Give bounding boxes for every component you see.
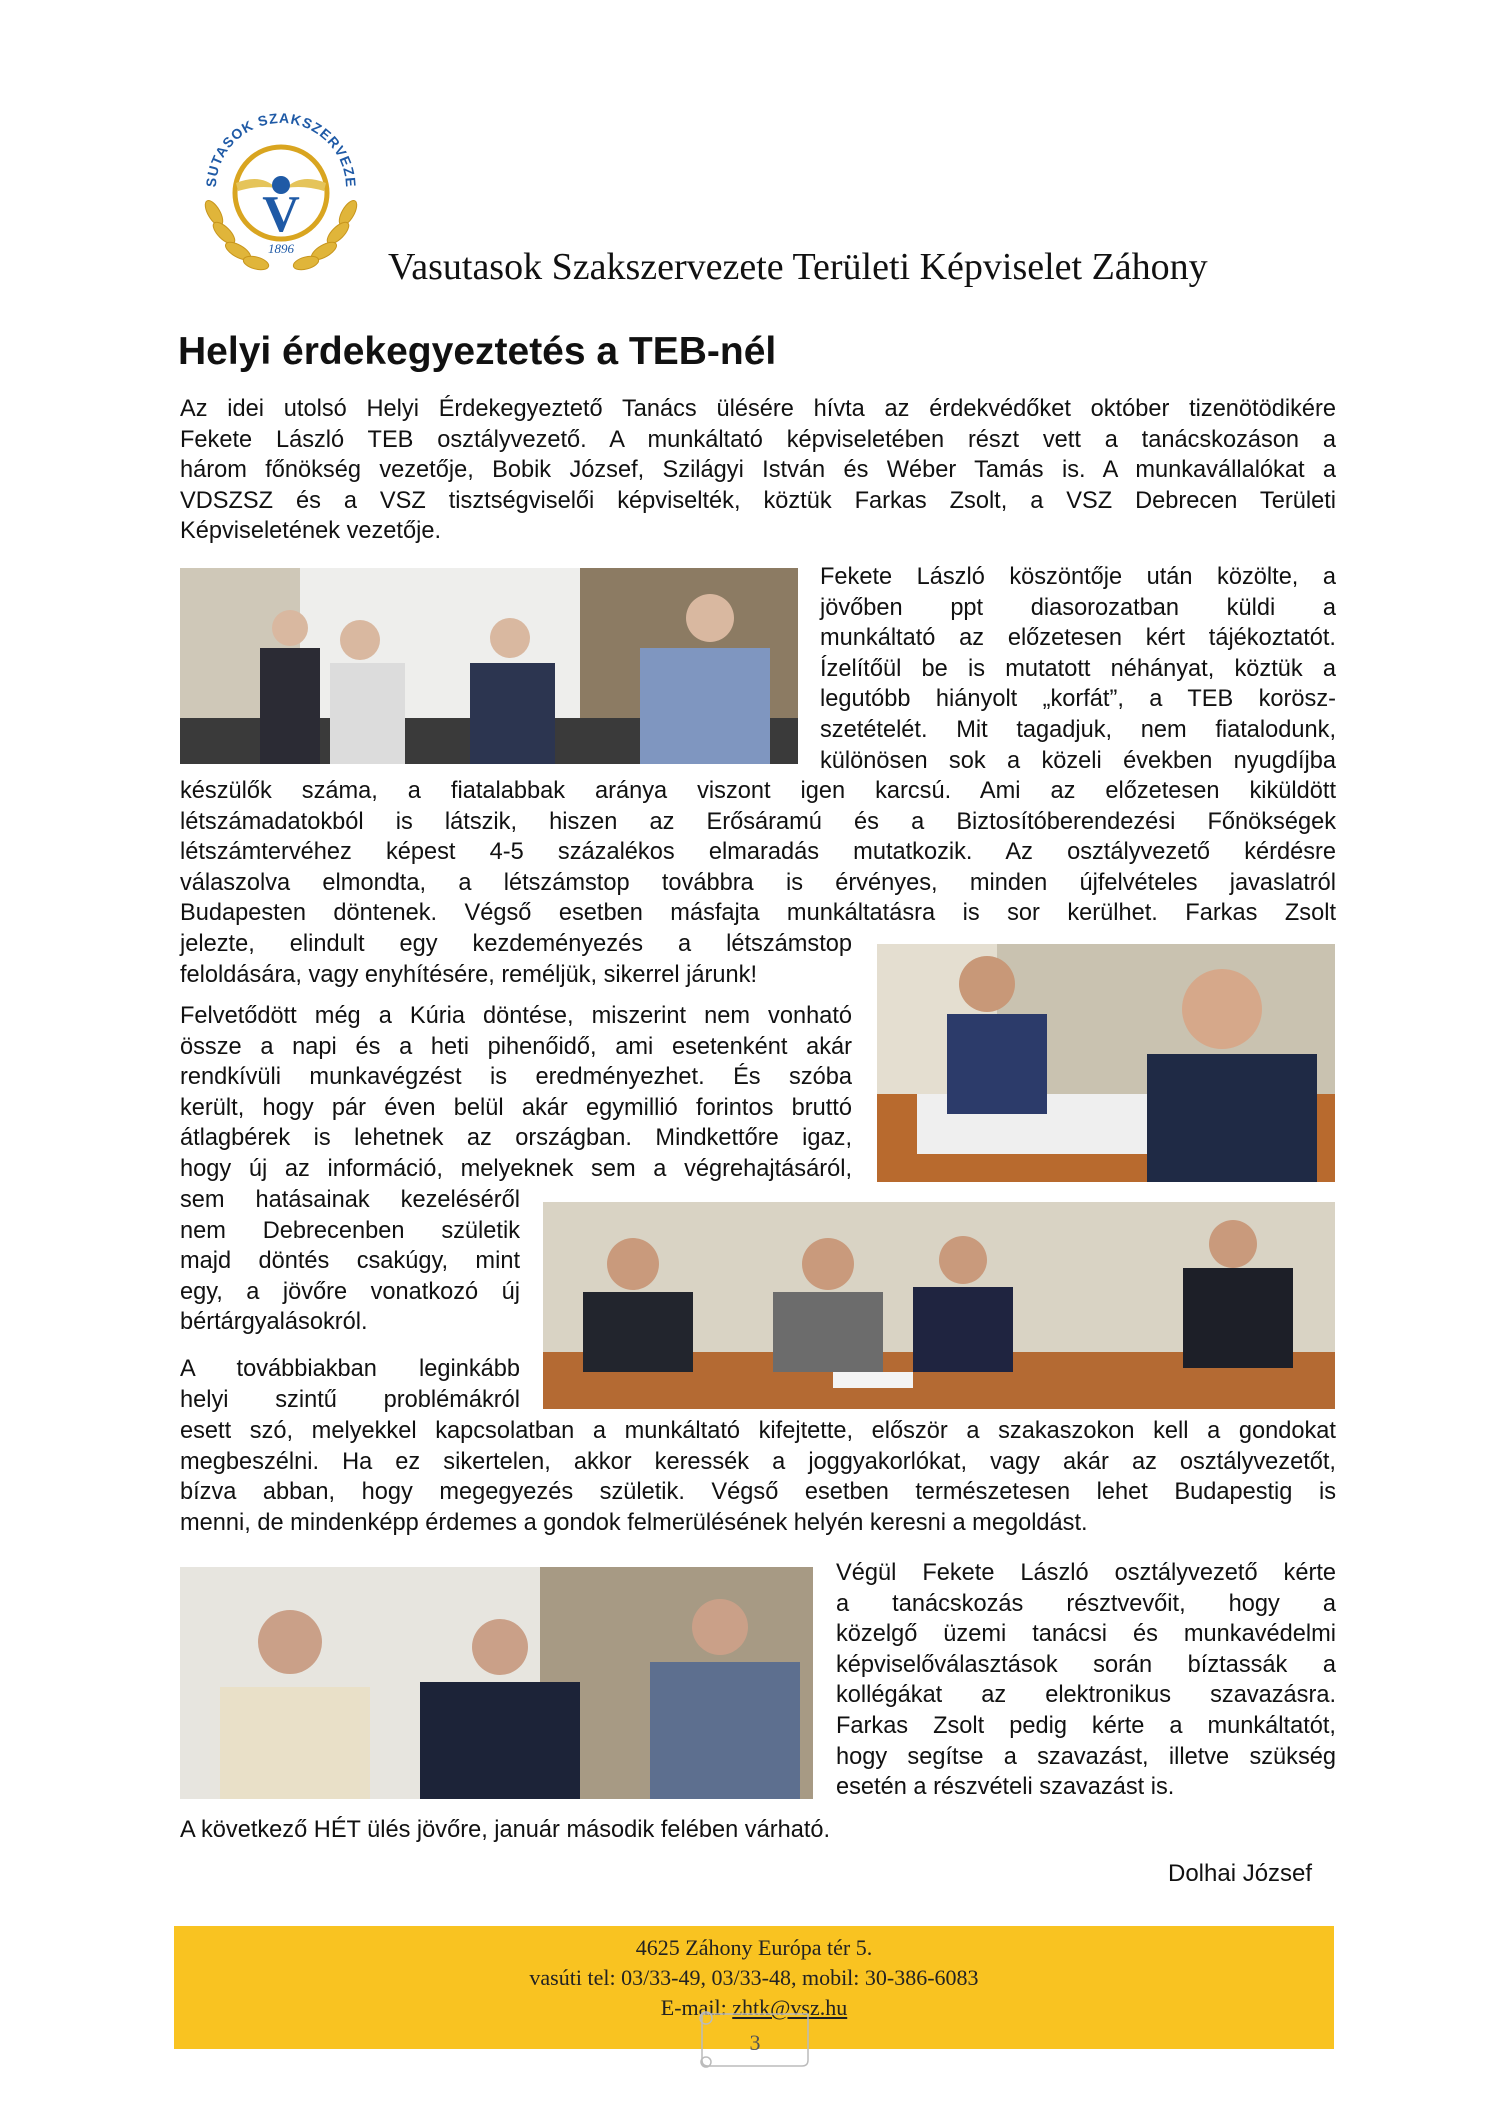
text-line: kollégákat az elektronikus szavazásra. — [836, 1682, 1336, 1709]
author-name: Dolhai József — [1168, 1860, 1313, 1887]
paragraph-intro — [180, 394, 1336, 547]
paragraph-kuria-narrow — [180, 1185, 520, 1338]
text-line: esetén a részvételi szavazást is. — [836, 1774, 1175, 1801]
paragraph-kuria — [180, 1001, 852, 1185]
paragraph-continued-2 — [180, 929, 852, 990]
paragraph-local-narrow — [180, 1354, 520, 1415]
text-line: készülők száma, a fiatalabbak aránya viszont igen karcsú. Ami az előzetesen kiküldött — [180, 778, 1336, 804]
text-line: jelezte, elindult egy kezdeményezés a létszámstop — [180, 931, 852, 957]
paragraph-local — [180, 1416, 1336, 1538]
text-line: került, hogy pár éven belül akár egymillió forintos bruttó — [180, 1094, 852, 1121]
text-line: össze a napi és a heti pihenőidő, ami esetenként akár — [180, 1033, 852, 1060]
text-line: a tanácskozás résztvevőit, hogy a — [836, 1590, 1336, 1617]
text-line: egy, a jövőre vonatkozó új — [180, 1278, 520, 1305]
text-line: rendkívüli munkavégzést is eredményezhet. És szóba — [180, 1064, 852, 1091]
paragraph-continued-1 — [180, 776, 1336, 929]
text-line: hogy új az információ, melyeknek sem a végrehajtásáról, — [180, 1155, 852, 1182]
text-line: sem hatásainak kezeléséről — [180, 1187, 520, 1213]
text-line: bízva abban, hogy megegyezés születik. Végső esetben természetesen lehet Budapestig is — [180, 1479, 1336, 1506]
union-logo — [186, 93, 376, 283]
text-line: Fekete László TEB osztályvezető. A munkáltató képviseletében részt vett a tanácskozáson a — [180, 426, 1336, 453]
text-line: megbeszélni. Ha ez sikertelen, akkor keressék a joggyakorlókat, vagy akár az osztályvezetőt, — [180, 1448, 1336, 1475]
text-line: helyi szintű problémákról — [180, 1386, 520, 1413]
text-line: esett szó, melyekkel kapcsolatban a munkáltató kifejtette, először a szakaszokon kell a gondokat — [180, 1418, 1336, 1444]
footer-address: 4625 Záhony Európa tér 5. — [635, 1935, 873, 1960]
text-line: átlagbérek is lehetnek az országban. Mindkettőre igaz, — [180, 1125, 852, 1152]
org-title: Vasutasok Szakszervezete Területi Képviselet Záhony — [388, 246, 1208, 288]
paragraph-next-meeting — [180, 1815, 1336, 1846]
text-line: Farkas Zsolt pedig kérte a munkáltatót, — [836, 1712, 1336, 1739]
text-line: Végül Fekete László osztályvezető kérte — [836, 1560, 1336, 1586]
meeting-photo-4 — [180, 1567, 813, 1799]
logo-ring-text: SUTASOK SZAKSZERVEZE — [202, 109, 360, 189]
page-number: 3 — [749, 2030, 761, 2055]
paragraph-closing-side — [836, 1558, 1336, 1803]
text-line: Budapesten döntenek. Végső esetben másfajta munkáltatásra is sor kerülhet. Farkas Zsolt — [180, 900, 1336, 927]
meeting-photo-2 — [877, 944, 1335, 1182]
text-line: nem Debrecenben születik — [180, 1217, 520, 1244]
text-line: három főnökség vezetője, Bobik József, Szilágyi István és Wéber Tamás is. A munkavállalókat a — [180, 457, 1336, 484]
text-line: Ízelítőül be is mutatott néhányat, köztük a — [820, 655, 1336, 682]
text-line: válaszolva elmondta, a létszámstop továbbra is érvényes, minden újfelvételes javaslatról — [180, 869, 1336, 896]
text-line: menni, de mindenképp érdemes a gondok felmerülésének helyén keresni a megoldást. — [180, 1509, 1088, 1536]
text-line: különösen sok a közeli években nyugdíjba — [820, 747, 1336, 774]
text-line: létszámtervéhez képest 4-5 százalékos elmaradás mutatkozik. Az osztályvezető kérdésre — [180, 839, 1336, 866]
text-line: Felvetődött még a Kúria döntése, miszerint nem vonható — [180, 1003, 852, 1029]
text-line: majd döntés csakúgy, mint — [180, 1248, 520, 1275]
text-line: Fekete László köszöntője után közölte, a — [820, 564, 1336, 590]
logo-letter: V — [262, 186, 300, 243]
text-line: feloldására, vagy enyhítésére, reméljük, sikerrel járunk! — [180, 961, 757, 988]
text-line: Képviseletének vezetője. — [180, 518, 442, 545]
text-line: hogy segítse a szavazást, illetve szükség — [836, 1743, 1336, 1770]
article-headline: Helyi érdekegyeztetés a TEB-nél — [178, 330, 777, 373]
text-line: jövőben ppt diasorozatban küldi a — [820, 594, 1336, 621]
text-line: Az idei utolsó Helyi Érdekegyeztető Tanács ülésére hívta az érdekvédőket október tizenötödikére — [180, 396, 1336, 422]
paragraph-side-1 — [820, 562, 1336, 776]
footer-email-label: E-mail: — [660, 1995, 733, 2020]
text-line: A következő HÉT ülés jövőre, január második felében várható. — [180, 1817, 831, 1843]
text-line: legutóbb hiányolt „korfát”, a TEB korösz- — [820, 686, 1336, 713]
text-line: munkáltató az előzetesen kért tájékoztatót. — [820, 625, 1336, 652]
text-line: VDSZSZ és a VSZ tisztségviselői képviselték, köztük Farkas Zsolt, a VSZ Debrecen Területi — [180, 487, 1336, 514]
text-line: szetételét. Mit tagadjuk, nem fiatalodunk, — [820, 716, 1336, 743]
meeting-photo-1 — [180, 568, 798, 764]
text-line: közelgő üzemi tanácsi és munkavédelmi — [836, 1621, 1336, 1648]
text-line: bértárgyalásokról. — [180, 1309, 368, 1336]
footer-email-link[interactable]: zhtk@vsz.hu — [732, 1995, 848, 2020]
footer-phones: vasúti tel: 03/33-49, 03/33-48, mobil: 30-386-6083 — [529, 1965, 979, 1990]
text-line: létszámadatokból is látszik, hiszen az Erősáramú és a Biztosítóberendezési Főnökségek — [180, 808, 1336, 835]
meeting-photo-3 — [543, 1202, 1335, 1409]
logo-year: 1896 — [268, 241, 294, 256]
text-line: képviselőválasztások során bíztassák a — [836, 1651, 1336, 1678]
text-line: A továbbiakban leginkább — [180, 1356, 520, 1382]
